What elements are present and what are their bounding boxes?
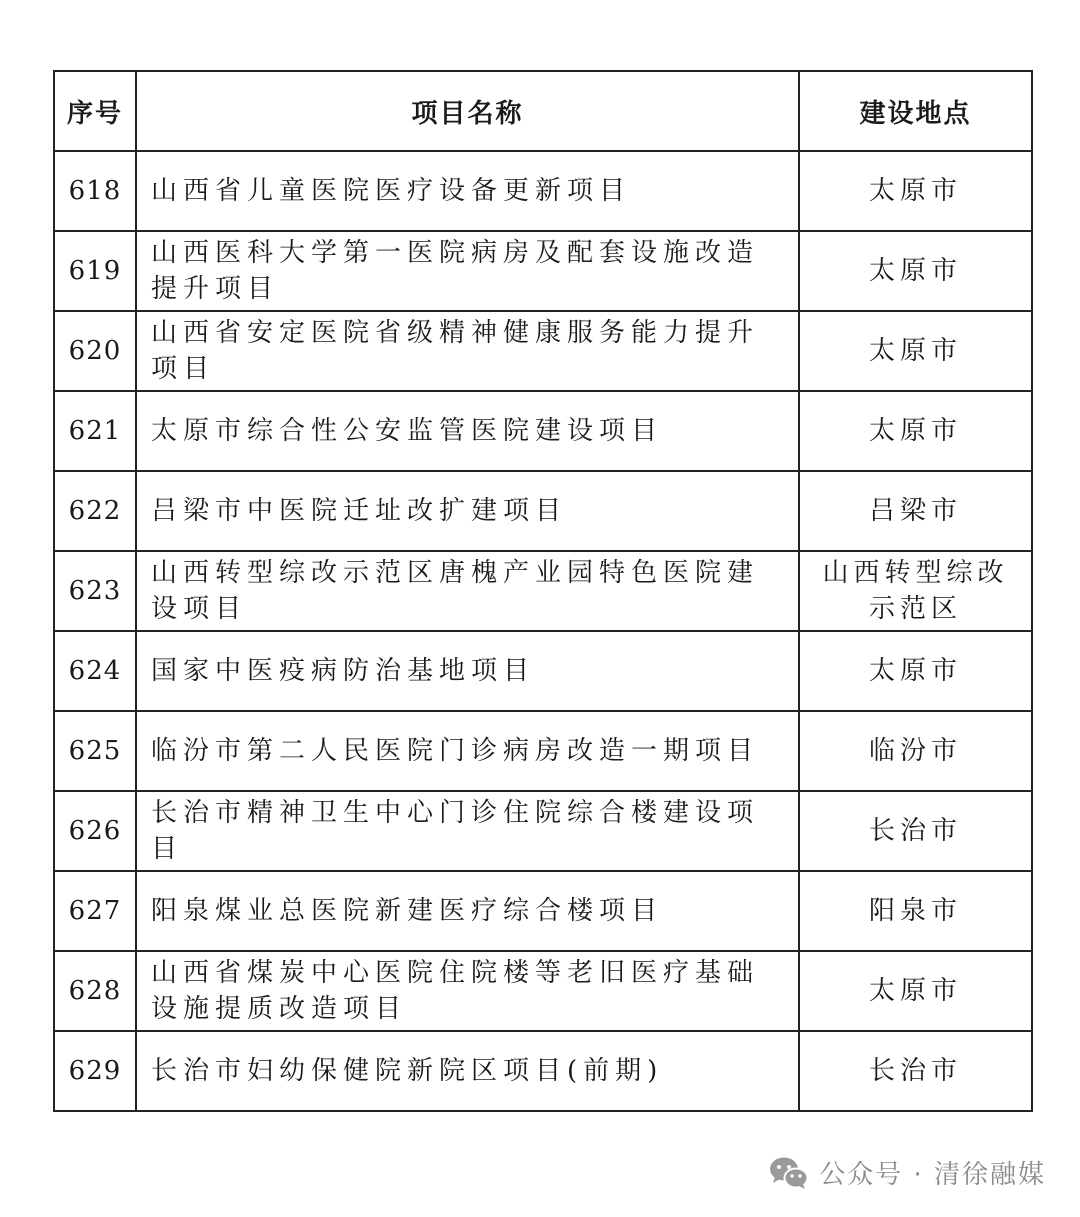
row-location: 临汾市 [799,711,1032,791]
row-no: 629 [54,1031,136,1111]
row-location: 长治市 [799,791,1032,871]
row-location: 吕梁市 [799,471,1032,551]
row-project-name: 山西省安定医院省级精神健康服务能力提升项目 [136,311,799,391]
table-row [54,791,1032,871]
row-project-name: 山西医科大学第一医院病房及配套设施改造提升项目 [136,231,799,311]
row-project-name: 长治市妇幼保健院新院区项目(前期) [136,1031,799,1111]
table-row [54,631,1032,711]
table-row [54,311,1032,391]
table-row [54,471,1032,551]
row-no: 620 [54,311,136,391]
row-location: 太原市 [799,951,1032,1031]
row-project-name: 山西省煤炭中心医院住院楼等老旧医疗基础设施提质改造项目 [136,951,799,1031]
header-name: 项目名称 [136,71,799,151]
watermark-text: 公众号 · 清徐融媒 [819,1160,1046,1190]
row-no: 618 [54,151,136,231]
row-no: 625 [54,711,136,791]
table-row [54,391,1032,471]
table-row [54,151,1032,231]
row-no: 627 [54,871,136,951]
row-location: 阳泉市 [799,871,1032,951]
project-table [53,70,1033,1112]
table-row [54,231,1032,311]
row-location: 太原市 [799,631,1032,711]
row-project-name: 临汾市第二人民医院门诊病房改造一期项目 [136,711,799,791]
row-no: 624 [54,631,136,711]
row-location: 太原市 [799,311,1032,391]
table-row [54,871,1032,951]
row-project-name: 山西省儿童医院医疗设备更新项目 [136,151,799,231]
row-project-name: 阳泉煤业总医院新建医疗综合楼项目 [136,871,799,951]
row-project-name: 山西转型综改示范区唐槐产业园特色医院建设项目 [136,551,799,631]
row-project-name: 国家中医疫病防治基地项目 [136,631,799,711]
row-no: 628 [54,951,136,1031]
row-no: 619 [54,231,136,311]
watermark [769,1154,1046,1191]
row-project-name: 长治市精神卫生中心门诊住院综合楼建设项目 [136,791,799,871]
project-table-container [53,70,1031,1112]
row-location: 太原市 [799,231,1032,311]
row-location: 山西转型综改示范区 [799,551,1032,631]
row-location: 太原市 [799,391,1032,471]
table-row [54,1031,1032,1111]
row-project-name: 吕梁市中医院迁址改扩建项目 [136,471,799,551]
row-project-name: 太原市综合性公安监管医院建设项目 [136,391,799,471]
table-header-row [54,71,1032,151]
table-row [54,551,1032,631]
row-no: 621 [54,391,136,471]
header-location: 建设地点 [799,71,1032,151]
row-location: 太原市 [799,151,1032,231]
wechat-icon [769,1156,809,1190]
row-no: 623 [54,551,136,631]
row-no: 622 [54,471,136,551]
row-location: 长治市 [799,1031,1032,1111]
row-no: 626 [54,791,136,871]
header-no: 序号 [54,71,136,151]
table-row [54,711,1032,791]
table-row [54,951,1032,1031]
